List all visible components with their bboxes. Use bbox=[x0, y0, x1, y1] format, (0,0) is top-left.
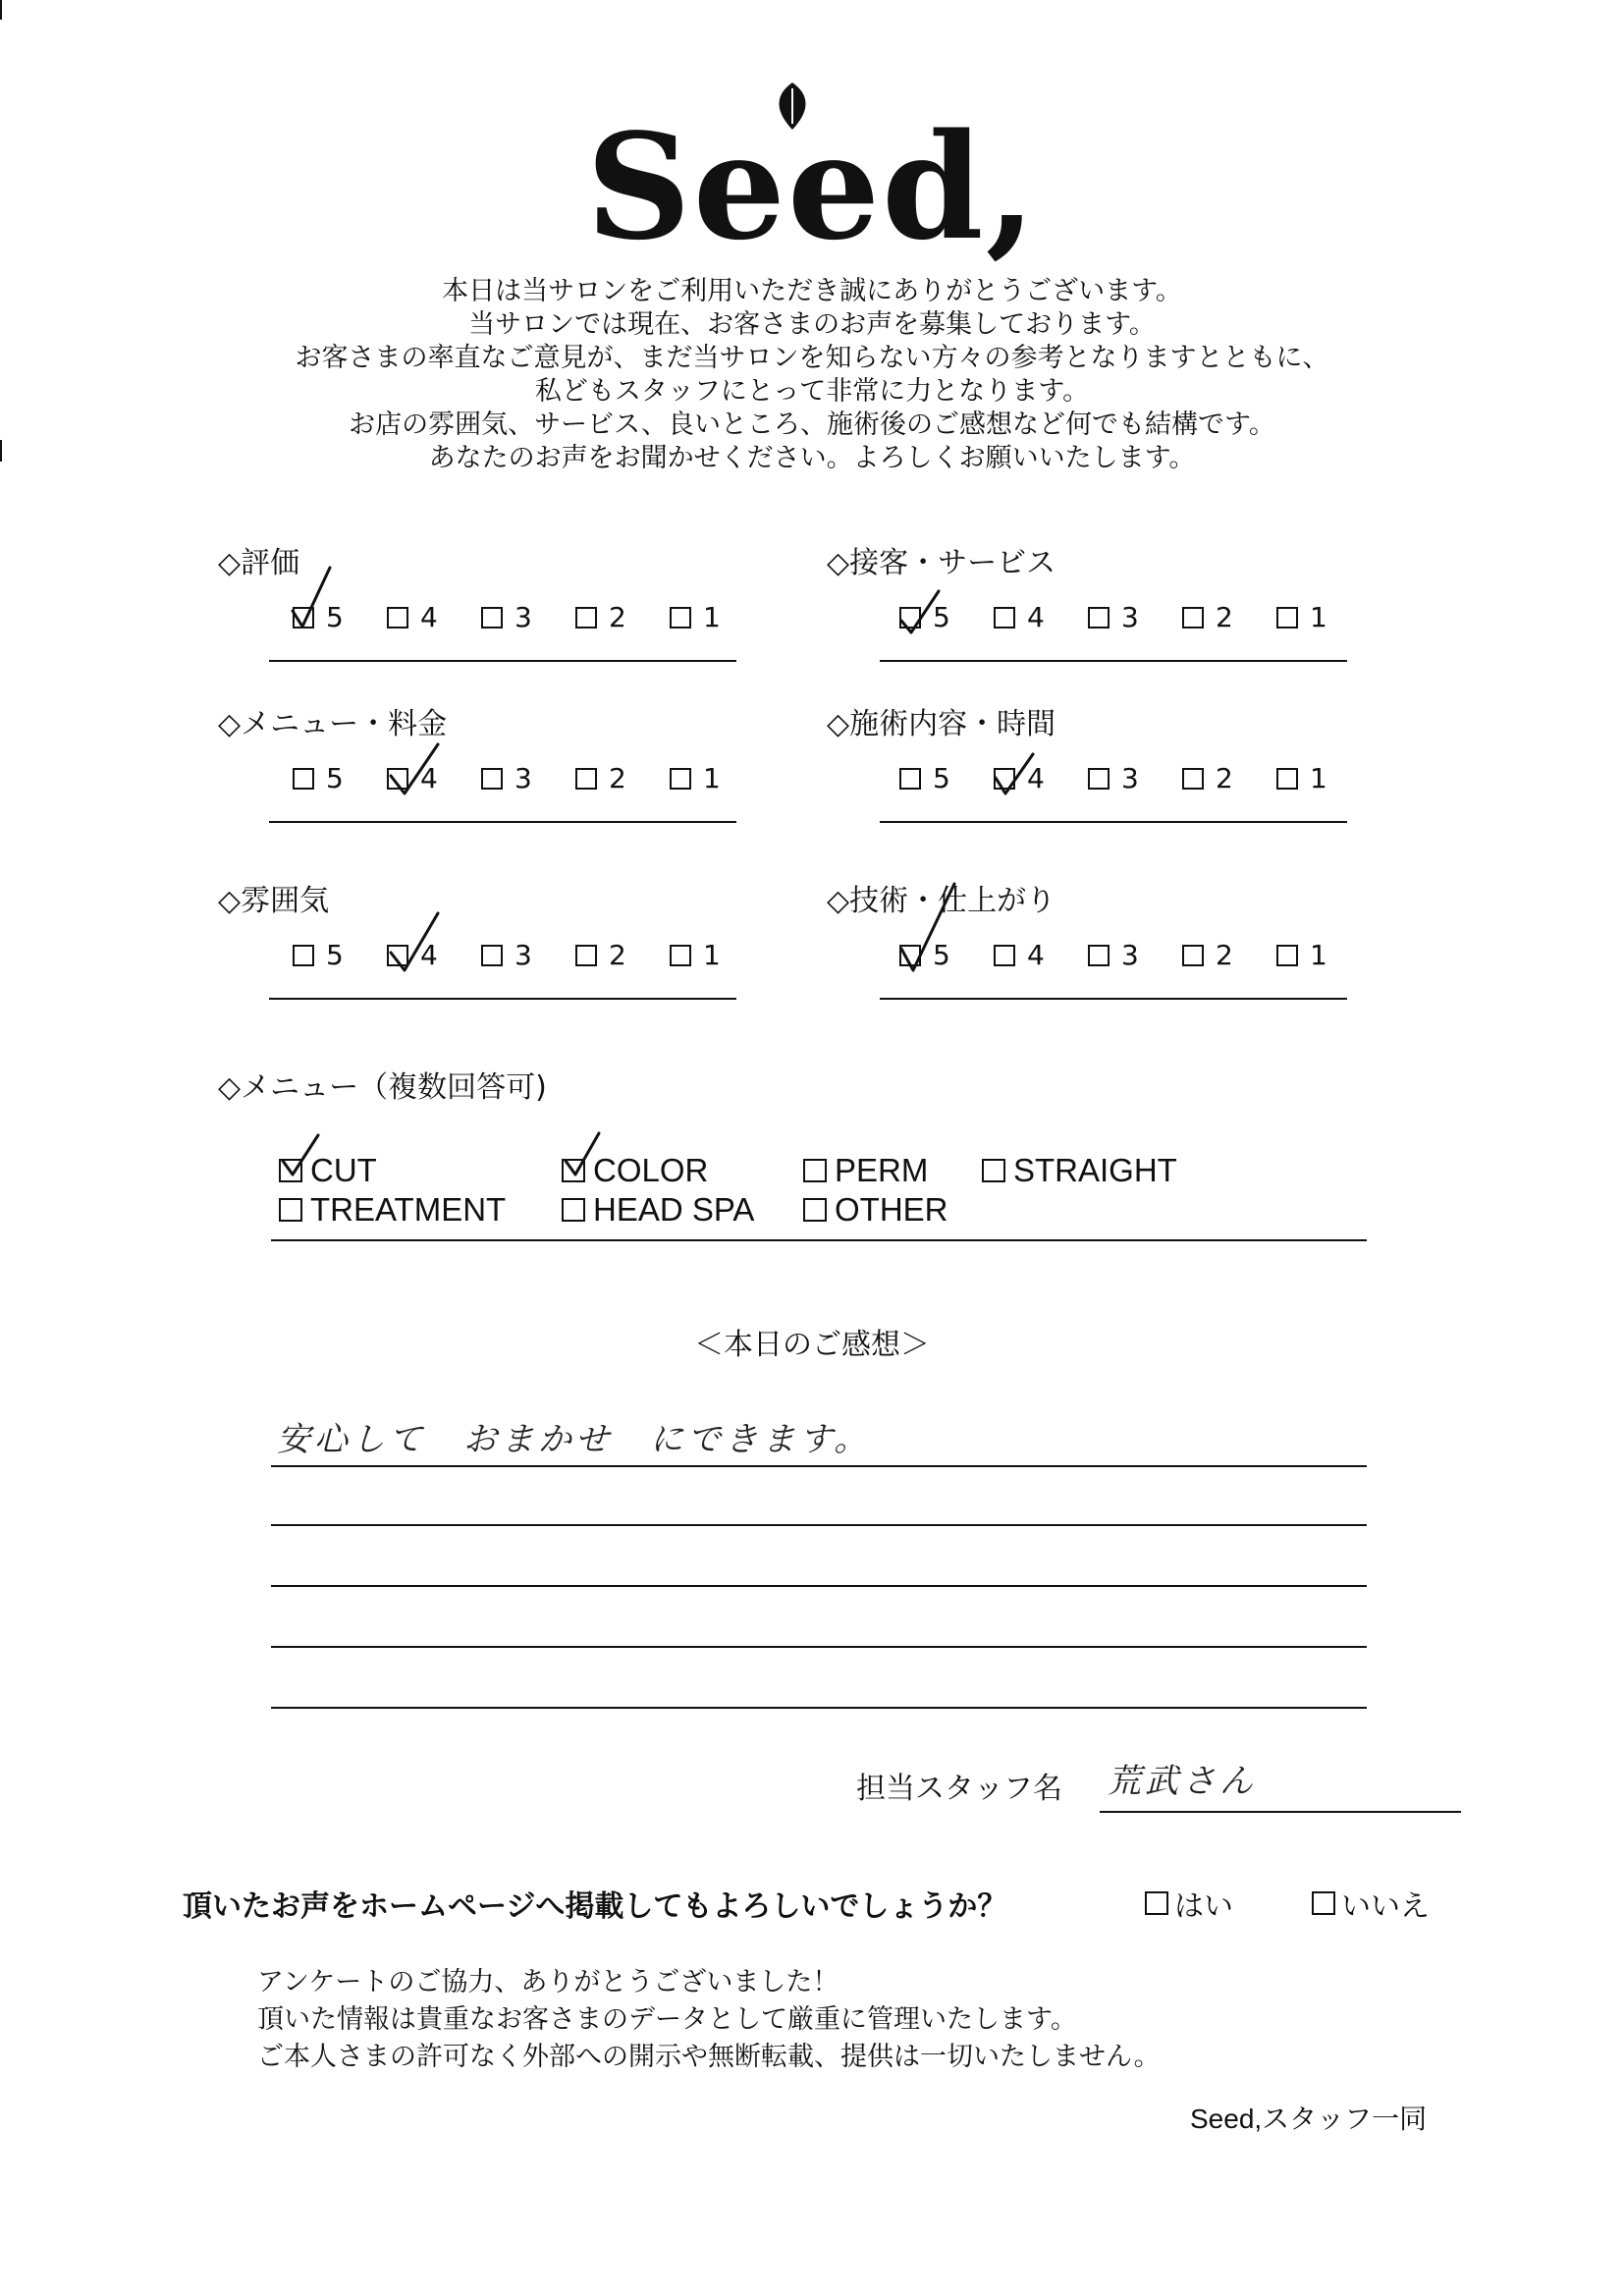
rating-option[interactable]: 2 bbox=[1182, 601, 1276, 634]
rating-title-service: ◇接客・サービス bbox=[827, 546, 1056, 580]
checkbox[interactable] bbox=[387, 607, 408, 629]
rating-option[interactable]: 5 bbox=[293, 939, 387, 972]
rating-option[interactable]: 3 bbox=[481, 601, 575, 634]
checkbox[interactable] bbox=[1145, 1891, 1168, 1915]
intro-line: お客さまの率直なご意見が、まだ当サロンを知らない方々の参考となりますとともに、 bbox=[295, 343, 1329, 373]
rating-option[interactable]: 3 bbox=[481, 762, 575, 795]
thanks-text bbox=[257, 1964, 1161, 2076]
check-mark-icon bbox=[277, 1129, 324, 1180]
checkbox[interactable] bbox=[994, 945, 1015, 966]
checkbox[interactable] bbox=[293, 607, 314, 629]
rating-option[interactable]: 3 bbox=[1088, 601, 1182, 634]
menu-option-cut[interactable]: CUT bbox=[279, 1151, 377, 1190]
rating-rule bbox=[880, 660, 1347, 662]
rating-option[interactable]: 1 bbox=[1276, 601, 1371, 634]
rating-rule bbox=[269, 660, 736, 662]
rating-option[interactable]: 2 bbox=[1182, 939, 1276, 972]
checkbox[interactable] bbox=[1182, 945, 1204, 966]
checkbox[interactable] bbox=[1088, 768, 1110, 790]
rating-rule bbox=[269, 821, 736, 823]
menu-rule bbox=[271, 1239, 1367, 1241]
handwritten-impression: 安心して おまかせ にできます。 bbox=[277, 1420, 872, 1459]
rating-option[interactable]: 2 bbox=[1182, 762, 1276, 795]
checkbox[interactable] bbox=[481, 945, 503, 966]
staff-line bbox=[1100, 1811, 1461, 1813]
rating-option[interactable]: 2 bbox=[575, 762, 670, 795]
checkbox[interactable] bbox=[670, 945, 691, 966]
rating-option[interactable]: 1 bbox=[670, 601, 764, 634]
checkbox[interactable] bbox=[1276, 607, 1298, 629]
rating-options-treatment-time bbox=[899, 762, 1371, 795]
checkbox[interactable] bbox=[1182, 768, 1204, 790]
thanks-line: アンケートのご協力、ありがとうございました！ bbox=[257, 1967, 839, 1997]
rating-option[interactable]: 4 bbox=[387, 939, 481, 972]
checkbox[interactable] bbox=[481, 607, 503, 629]
intro-line: 私どもスタッフにとって非常に力となります。 bbox=[534, 376, 1090, 407]
rating-option[interactable]: 5 bbox=[293, 601, 387, 634]
checkbox[interactable] bbox=[575, 945, 597, 966]
checkbox[interactable] bbox=[670, 607, 691, 629]
rating-rule bbox=[880, 821, 1347, 823]
check-mark-icon bbox=[560, 1127, 607, 1180]
rating-title-treatment-time: ◇施術内容・時間 bbox=[827, 707, 1056, 741]
rating-rule bbox=[269, 998, 736, 1000]
write-line bbox=[271, 1465, 1367, 1467]
checkbox[interactable] bbox=[994, 768, 1015, 790]
write-line bbox=[271, 1585, 1367, 1587]
checkbox[interactable] bbox=[387, 945, 408, 966]
checkbox[interactable] bbox=[982, 1159, 1005, 1182]
margin-tick-top bbox=[0, 0, 2, 20]
intro-line: 当サロンでは現在、お客さまのお声を募集しております。 bbox=[468, 309, 1156, 340]
checkbox[interactable] bbox=[575, 607, 597, 629]
rating-option[interactable]: 2 bbox=[575, 601, 670, 634]
intro-line: あなたのお声をお聞かせください。よろしくお願いいたします。 bbox=[428, 443, 1196, 473]
menu-option-head-spa[interactable]: HEAD SPA bbox=[562, 1190, 754, 1230]
rating-option[interactable]: 2 bbox=[575, 939, 670, 972]
menu-title: ◇メニュー（複数回答可) bbox=[218, 1070, 547, 1105]
rating-title-menu-price: ◇メニュー・料金 bbox=[218, 707, 448, 741]
checkbox[interactable] bbox=[1276, 945, 1298, 966]
rating-option[interactable]: 5 bbox=[293, 762, 387, 795]
rating-option[interactable]: 1 bbox=[1276, 939, 1371, 972]
checkbox[interactable] bbox=[279, 1198, 302, 1222]
menu-option-perm[interactable]: PERM bbox=[803, 1151, 928, 1190]
checkbox[interactable] bbox=[293, 768, 314, 790]
rating-option[interactable]: 4 bbox=[387, 601, 481, 634]
rating-option[interactable]: 1 bbox=[1276, 762, 1371, 795]
checkbox[interactable] bbox=[1088, 607, 1110, 629]
write-line bbox=[271, 1524, 1367, 1526]
rating-options-menu-price bbox=[293, 762, 764, 795]
rating-options-service bbox=[899, 601, 1371, 634]
staff-label: 担当スタッフ名 bbox=[856, 1772, 1062, 1806]
rating-title-technique: ◇技術・仕上がり bbox=[827, 884, 1056, 918]
checkbox[interactable] bbox=[1088, 945, 1110, 966]
checkbox[interactable] bbox=[562, 1159, 585, 1182]
rating-option[interactable]: 4 bbox=[994, 939, 1088, 972]
rating-options-atmosphere bbox=[293, 939, 764, 972]
checkbox[interactable] bbox=[387, 768, 408, 790]
checkbox[interactable] bbox=[994, 607, 1015, 629]
rating-rule bbox=[880, 998, 1347, 1000]
rating-option[interactable]: 4 bbox=[387, 762, 481, 795]
rating-title-atmosphere: ◇雰囲気 bbox=[218, 884, 330, 918]
rating-option[interactable]: 3 bbox=[1088, 939, 1182, 972]
rating-option[interactable]: 4 bbox=[994, 762, 1088, 795]
checkbox[interactable] bbox=[1182, 607, 1204, 629]
menu-option-other[interactable]: OTHER bbox=[803, 1190, 948, 1230]
brand-logo: Seed, bbox=[585, 101, 1039, 272]
checkbox[interactable] bbox=[670, 768, 691, 790]
rating-option[interactable]: 1 bbox=[670, 939, 764, 972]
checkbox[interactable] bbox=[293, 945, 314, 966]
intro-line: 本日は当サロンをご利用いただき誠にありがとうございます。 bbox=[442, 276, 1182, 306]
thanks-line: 頂いた情報は貴重なお客さまのデータとして厳重に管理いたします。 bbox=[257, 2004, 1077, 2035]
rating-option[interactable]: 5 bbox=[899, 601, 994, 634]
write-line bbox=[271, 1707, 1367, 1709]
checkbox[interactable] bbox=[803, 1159, 827, 1182]
checkbox[interactable] bbox=[575, 768, 597, 790]
write-line bbox=[271, 1646, 1367, 1648]
menu-option-color[interactable]: COLOR bbox=[562, 1151, 708, 1190]
rating-option[interactable]: 4 bbox=[994, 601, 1088, 634]
signoff: Seed,スタッフ一同 bbox=[1190, 2104, 1428, 2134]
checkbox[interactable] bbox=[1312, 1891, 1335, 1915]
rating-option[interactable]: 3 bbox=[481, 939, 575, 972]
checkbox[interactable] bbox=[803, 1198, 827, 1222]
consent-yes[interactable]: はい bbox=[1145, 1882, 1233, 1925]
rating-option[interactable]: 5 bbox=[899, 939, 994, 972]
intro-text bbox=[0, 275, 1624, 475]
rating-options-technique bbox=[899, 939, 1371, 972]
checkbox[interactable] bbox=[562, 1198, 585, 1222]
rating-title-overall: ◇評価 bbox=[218, 546, 300, 580]
checkbox[interactable] bbox=[1276, 768, 1298, 790]
consent-no[interactable]: いいえ bbox=[1312, 1882, 1430, 1925]
rating-options-overall bbox=[293, 601, 764, 634]
impression-title: ＜本日のご感想＞ bbox=[694, 1328, 930, 1362]
checkbox[interactable] bbox=[899, 945, 921, 966]
checkbox[interactable] bbox=[899, 768, 921, 790]
rating-option[interactable]: 3 bbox=[1088, 762, 1182, 795]
handwritten-staff-name: 荒武さん bbox=[1108, 1762, 1257, 1801]
menu-option-straight[interactable]: STRAIGHT bbox=[982, 1151, 1177, 1190]
rating-option[interactable]: 1 bbox=[670, 762, 764, 795]
intro-line: お店の雰囲気、サービス、良いところ、施術後のご感想など何でも結構です。 bbox=[349, 410, 1275, 440]
consent-question: 頂いたお声をホームページへ掲載してもよろしいでしょうか？ bbox=[183, 1889, 1007, 1924]
checkbox[interactable] bbox=[279, 1159, 302, 1182]
menu-option-treatment[interactable]: TREATMENT bbox=[279, 1190, 506, 1230]
checkbox[interactable] bbox=[481, 768, 503, 790]
checkbox[interactable] bbox=[899, 607, 921, 629]
rating-option[interactable]: 5 bbox=[899, 762, 994, 795]
thanks-line: ご本人さまの許可なく外部への開示や無断転載、提供は一切いたしません。 bbox=[257, 2042, 1161, 2072]
